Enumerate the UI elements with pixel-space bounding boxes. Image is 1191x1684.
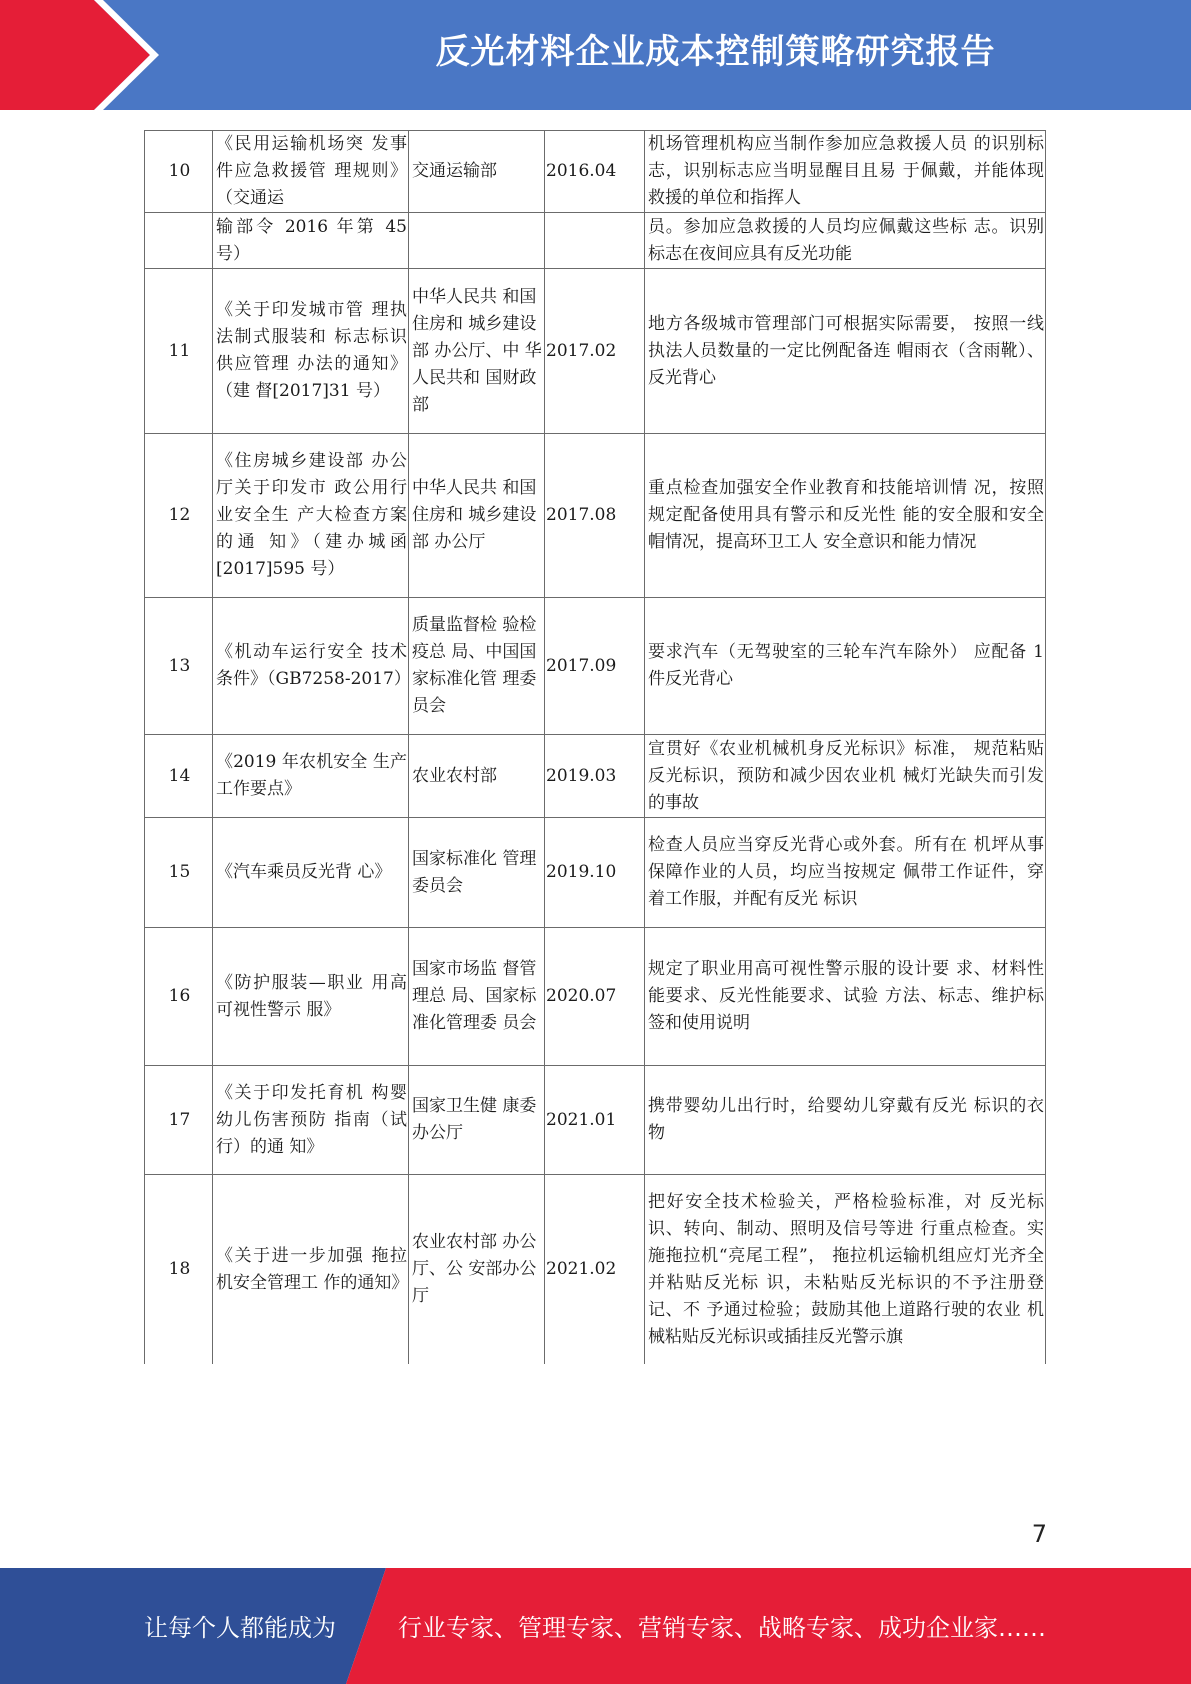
- issuer: 中华人民共 和国住房和 城乡建设部 办公厅、中 华人民共和 国财政部: [408, 269, 544, 433]
- issuer: 国家市场监 督管理总 局、国家标 准化管理委 员会: [408, 928, 544, 1065]
- table-row: [144, 268, 1046, 433]
- footer-slogan-left: 让每个人都能成为: [144, 1614, 336, 1642]
- row-number: [144, 213, 212, 268]
- row-number: 11: [144, 269, 212, 433]
- footer-slogan-right: 行业专家、管理专家、营销专家、战略专家、成功企业家……: [398, 1614, 1046, 1642]
- row-number: 17: [144, 1066, 212, 1174]
- row-number: 10: [144, 131, 212, 212]
- table-row: [144, 734, 1046, 817]
- issuer: 农业农村部: [408, 735, 544, 817]
- policy-title: 《防护服装—职业 用高可视性警示 服》: [212, 928, 408, 1065]
- row-number: 12: [144, 434, 212, 597]
- issue-date: 2017.02: [544, 269, 644, 433]
- policy-title: 《关于进一步加强 拖拉机安全管理工 作的通知》: [212, 1175, 408, 1364]
- row-number: 15: [144, 818, 212, 927]
- policy-table: [144, 130, 1046, 1364]
- table-row: [144, 130, 1046, 212]
- policy-content: 地方各级城市管理部门可根据实际需要， 按照一线执法人员数量的一定比例配备连 帽雨衣（含雨靴）、反光背心: [644, 269, 1046, 433]
- policy-content: 重点检查加强安全作业教育和技能培训情 况，按照规定配备使用具有警示和反光性 能的安全服和安全帽情况，提高环卫工人 安全意识和能力情况: [644, 434, 1046, 597]
- row-number: 13: [144, 598, 212, 734]
- report-title: 反光材料企业成本控制策略研究报告: [435, 32, 996, 72]
- table-row: [144, 212, 1046, 268]
- issue-date: 2017.08: [544, 434, 644, 597]
- issuer: 质量监督检 验检疫总 局、中国国 家标准化管 理委员会: [408, 598, 544, 734]
- header-red-chevron: [0, 0, 160, 110]
- issue-date: 2019.03: [544, 735, 644, 817]
- table-row: [144, 817, 1046, 927]
- page-header: [0, 0, 1191, 110]
- policy-content: 携带婴幼儿出行时，给婴幼儿穿戴有反光 标识的衣物: [644, 1066, 1046, 1174]
- policy-title: 《关于印发城市管 理执法制式服装和 标志标识供应管理 办法的通知》（建 督[2017]31 号）: [212, 269, 408, 433]
- policy-content: 规定了职业用高可视性警示服的设计要 求、材料性能要求、反光性能要求、试验 方法、标志、维护标签和使用说明: [644, 928, 1046, 1065]
- row-number: 18: [144, 1175, 212, 1364]
- table-row: [144, 927, 1046, 1065]
- issuer: [408, 213, 544, 268]
- issuer: 国家卫生健 康委办公厅: [408, 1066, 544, 1174]
- issue-date: 2017.09: [544, 598, 644, 734]
- policy-content: 检查人员应当穿反光背心或外套。所有在 机坪从事保障作业的人员，均应当按规定 佩带工作证件，穿着工作服，并配有反光 标识: [644, 818, 1046, 927]
- row-number: 16: [144, 928, 212, 1065]
- policy-title: 《2019 年农机安全 生产工作要点》: [212, 735, 408, 817]
- issuer: 农业农村部 办公厅、公 安部办公厅: [408, 1175, 544, 1364]
- page-footer: [0, 1568, 1191, 1684]
- policy-content: 机场管理机构应当制作参加应急救援人员 的识别标志，识别标志应当明显醒目且易 于佩戴，并能体现救援的单位和指挥人: [644, 131, 1046, 212]
- issue-date: [544, 213, 644, 268]
- policy-content: 员。参加应急救援的人员均应佩戴这些标 志。识别标志在夜间应具有反光功能: [644, 213, 1046, 268]
- table-row: [144, 1065, 1046, 1174]
- policy-content: 宣贯好《农业机械机身反光标识》标准， 规范粘贴反光标识，预防和减少因农业机 械灯光缺失而引发的事故: [644, 735, 1046, 817]
- policy-title: 《机动车运行安全 技术条件》（GB7258-2017）: [212, 598, 408, 734]
- issue-date: 2021.02: [544, 1175, 644, 1364]
- table-row: [144, 1174, 1046, 1364]
- policy-title: 输部令 2016 年第 45 号）: [212, 213, 408, 268]
- issue-date: 2020.07: [544, 928, 644, 1065]
- policy-title: 《汽车乘员反光背 心》: [212, 818, 408, 927]
- policy-title: 《住房城乡建设部 办公厅关于印发市 政公用行业安全生 产大检查方案的通 知》（建办城函 [2017]595 号）: [212, 434, 408, 597]
- policy-content: 把好安全技术检验关，严格检验标准，对 反光标识、转向、制动、照明及信号等进 行重点检查。实施拖拉机“亮尾工程”， 拖拉机运输机组应灯光齐全并粘贴反光标 识，未粘贴反光标识的不予注册登记、不 予通过检验；鼓励其他上道路行驶的农业 机械粘贴反光标识或插挂反光警示旗: [644, 1175, 1046, 1364]
- issuer: 中华人民共 和国住房和 城乡建设部 办公厅: [408, 434, 544, 597]
- issuer: 国家标准化 管理委员会: [408, 818, 544, 927]
- policy-content: 要求汽车（无驾驶室的三轮车汽车除外） 应配备 1 件反光背心: [644, 598, 1046, 734]
- row-number: 14: [144, 735, 212, 817]
- table-row: [144, 433, 1046, 597]
- table-row: [144, 597, 1046, 734]
- issue-date: 2021.01: [544, 1066, 644, 1174]
- issue-date: 2016.04: [544, 131, 644, 212]
- policy-title: 《关于印发托育机 构婴幼儿伤害预防 指南（试行）的通 知》: [212, 1066, 408, 1174]
- issue-date: 2019.10: [544, 818, 644, 927]
- page-number: 7: [1031, 1520, 1047, 1548]
- issuer: 交通运输部: [408, 131, 544, 212]
- policy-title: 《民用运输机场突 发事件应急救援管 理规则》（交通运: [212, 131, 408, 212]
